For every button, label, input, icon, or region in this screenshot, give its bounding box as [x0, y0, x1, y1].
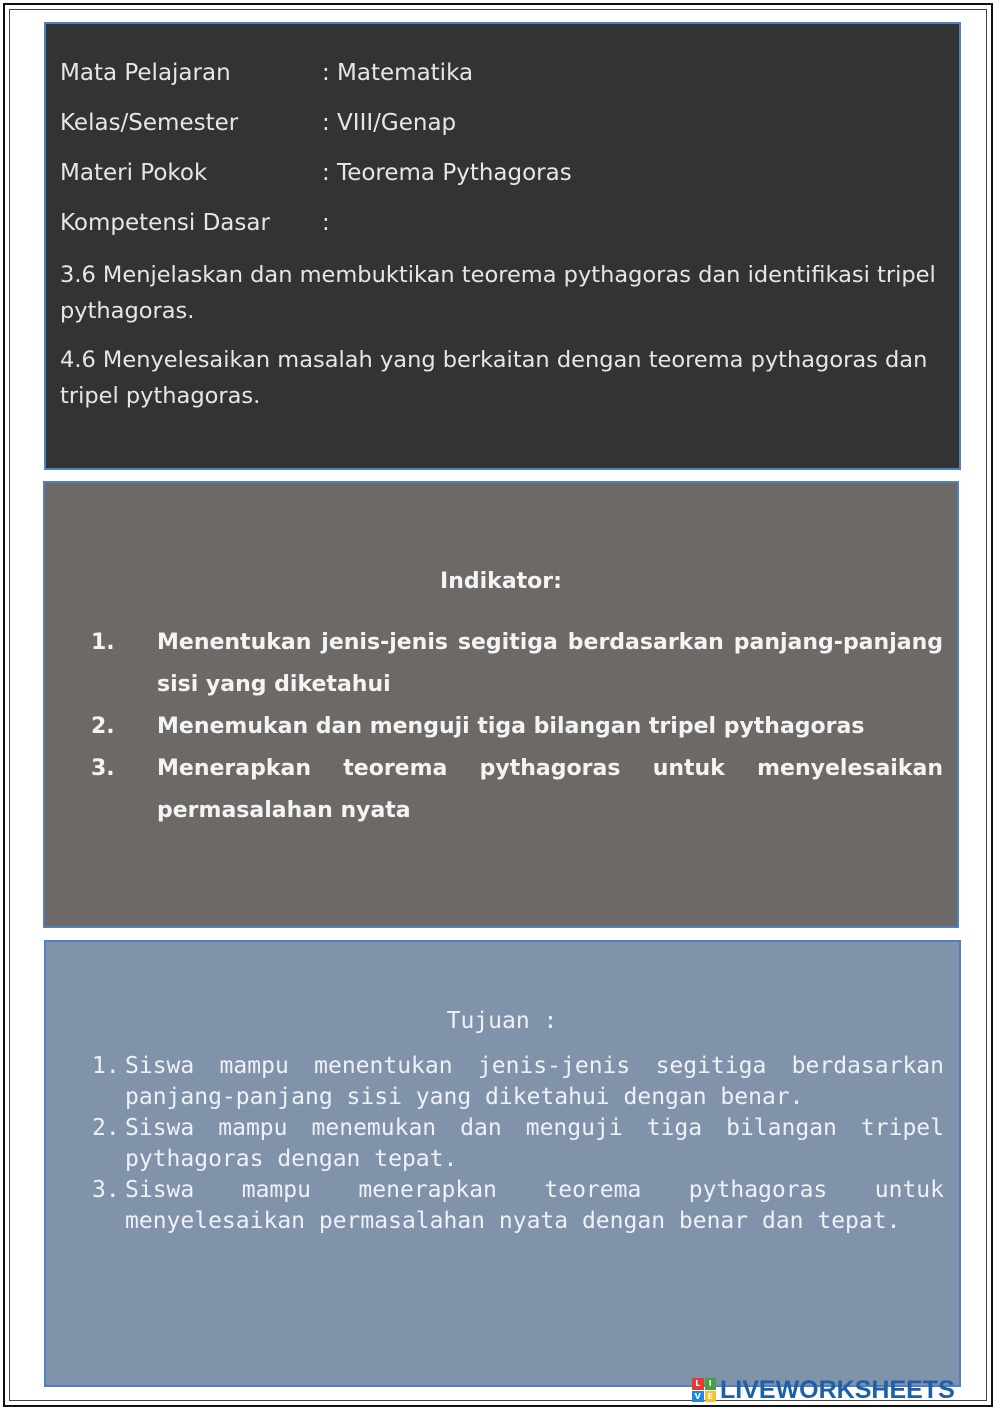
liveworksheets-logo-icon [692, 1378, 716, 1402]
info-value: : VIII/Genap [322, 110, 457, 136]
item-text: Siswa mampu menerapkan teorema pythagoras untuk menyelesaikan permasalahan nyata dengan benar dan tepat. [125, 1177, 944, 1234]
item-text: Menerapkan teorema pythagoras untuk menyelesaikan permasalahan nyata [157, 756, 943, 823]
objectives-panel [44, 940, 961, 1387]
info-value: : Teorema Pythagoras [322, 160, 572, 186]
info-label: Materi Pokok [60, 160, 208, 186]
logo-letter: L [692, 1378, 704, 1390]
info-label: Mata Pelajaran [60, 60, 231, 86]
watermark-text: LIVEWORKSHEETS [720, 1375, 955, 1404]
list-item [92, 1113, 944, 1175]
item-number: 2. [92, 1115, 120, 1141]
item-number: 1. [91, 630, 115, 655]
indicator-list [91, 622, 943, 832]
list-item [92, 1175, 944, 1237]
item-number: 3. [91, 756, 115, 781]
item-text: Menemukan dan menguji tiga bilangan tripel pythagoras [157, 714, 865, 739]
item-text: Siswa mampu menentukan jenis-jenis segitiga berdasarkan panjang-panjang sisi yang diketahui dengan benar. [125, 1053, 944, 1110]
list-item [92, 1051, 944, 1113]
logo-letter: I [705, 1378, 717, 1390]
list-item [91, 622, 943, 706]
info-value: : Matematika [322, 60, 474, 86]
liveworksheets-watermark [692, 1376, 955, 1404]
info-label: Kelas/Semester [60, 110, 239, 136]
indicator-panel [43, 481, 959, 928]
item-text: Siswa mampu menemukan dan menguji tiga bilangan tripel pythagoras dengan tepat. [125, 1115, 944, 1172]
item-number: 1. [92, 1053, 120, 1079]
item-number: 2. [91, 714, 115, 739]
competency-3-6: 3.6 Menjelaskan dan membuktikan teorema pythagoras dan identifikasi tripel pythagoras. [60, 262, 936, 324]
logo-letter: V [692, 1391, 704, 1403]
list-item [91, 706, 943, 748]
objectives-title: Tujuan : [446, 1008, 558, 1034]
indicator-title: Indikator: [440, 569, 562, 594]
info-value: : [322, 210, 330, 236]
objectives-list [92, 1051, 944, 1237]
list-item [91, 748, 943, 832]
competency-4-6: 4.6 Menyelesaikan masalah yang berkaitan dengan teorema pythagoras dan tripel pythagoras. [60, 347, 928, 409]
item-text: Menentukan jenis-jenis segitiga berdasarkan panjang-panjang sisi yang diketahui [157, 630, 943, 697]
item-number: 3. [92, 1177, 120, 1203]
logo-letter: E [705, 1391, 717, 1403]
subject-info-panel [44, 22, 961, 470]
info-label: Kompetensi Dasar [60, 210, 270, 236]
